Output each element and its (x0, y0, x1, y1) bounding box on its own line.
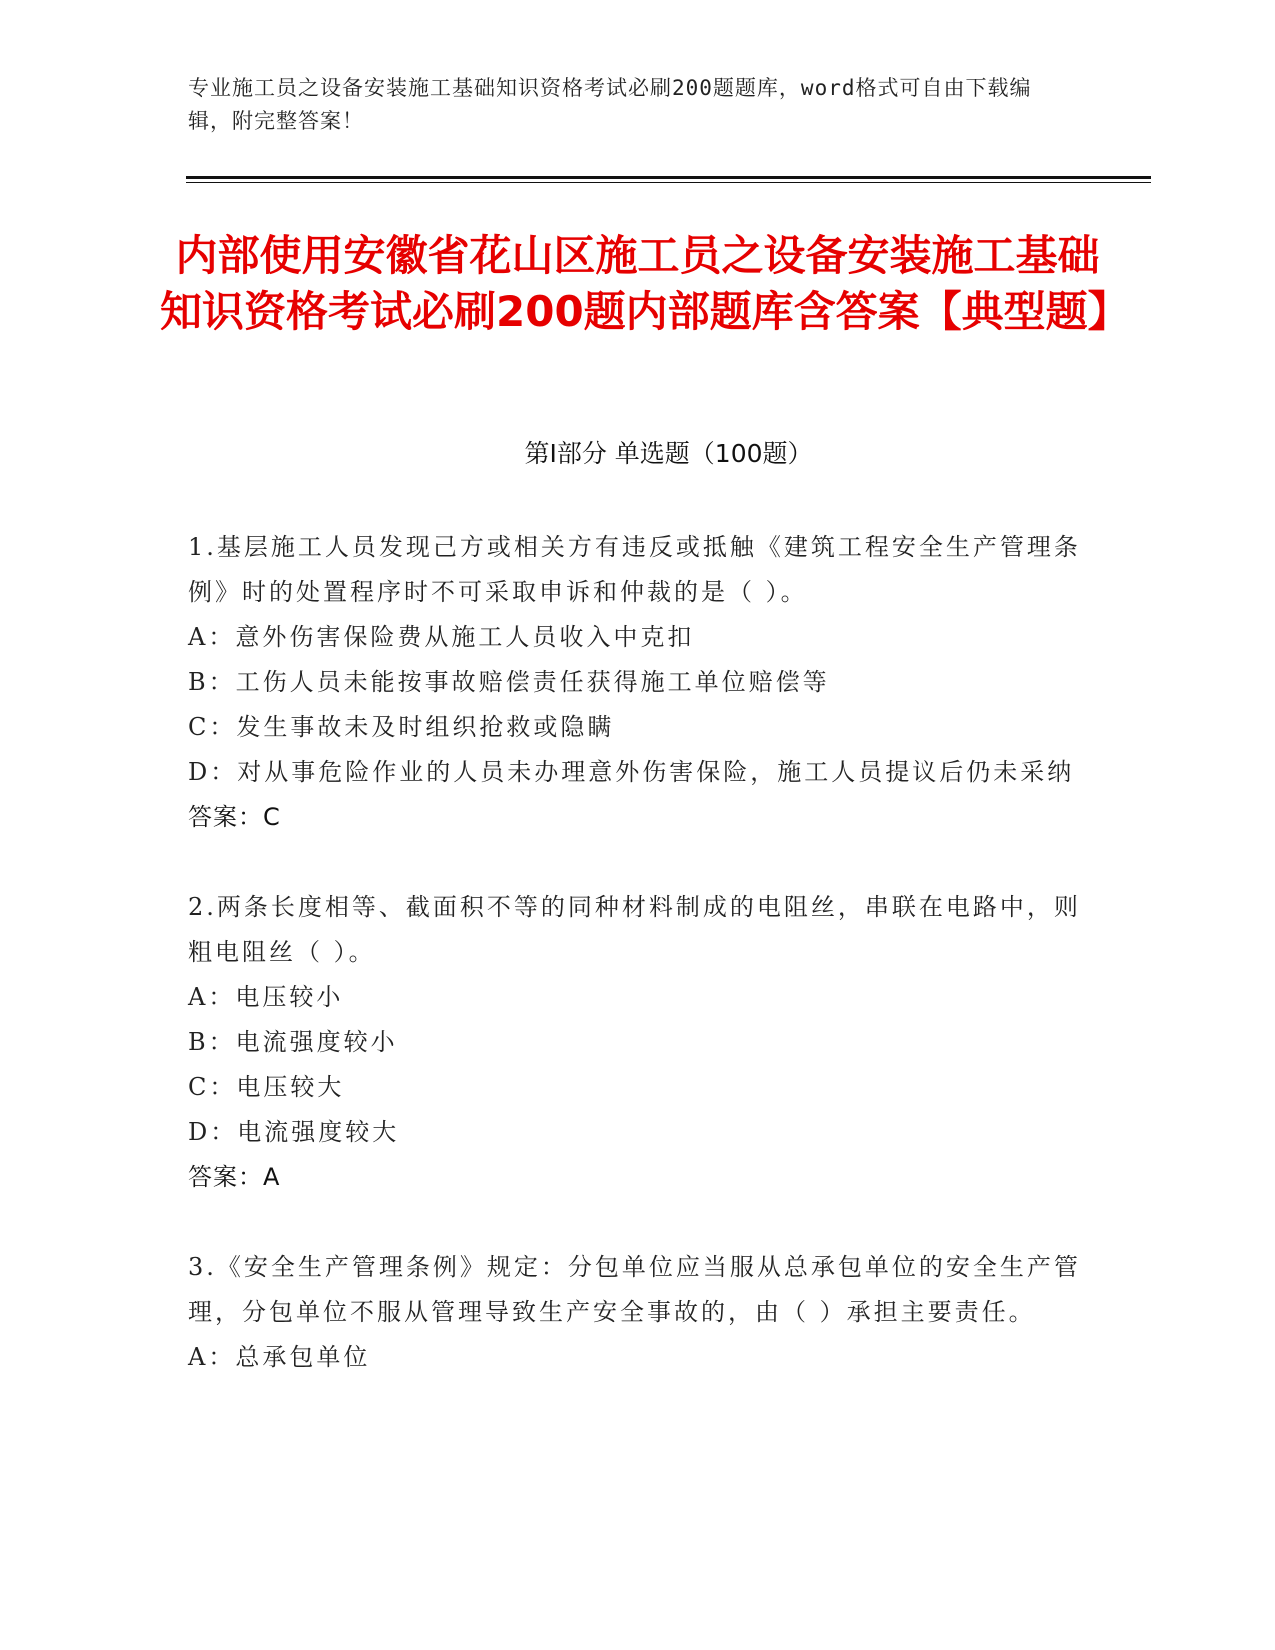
question-3 (188, 1245, 1088, 1380)
question-1 (188, 525, 1088, 840)
option-a: A：意外伤害保险费从施工人员收入中克扣 (188, 623, 695, 651)
header-rule-thin (186, 182, 1151, 183)
question-list (188, 525, 1088, 1425)
option-b: B：工伤人员未能按事故赔偿责任获得施工单位赔偿等 (188, 668, 830, 696)
question-text: 1.基层施工人员发现己方或相关方有违反或抵触《建筑工程安全生产管理条例》时的处置程序时不可采取申诉和仲裁的是（ ）。 (188, 533, 1081, 606)
option-d: D：对从事危险作业的人员未办理意外伤害保险，施工人员提议后仍未采纳 (188, 758, 1075, 786)
section-title: 第Ⅰ部分 单选题（100题） (524, 439, 813, 468)
option-b: B：电流强度较小 (188, 1028, 398, 1056)
header-rule-thick (186, 176, 1151, 179)
answer: 答案：A (188, 1163, 281, 1191)
option-a: A：总承包单位 (188, 1343, 371, 1371)
question-text: 2.两条长度相等、截面积不等的同种材料制成的电阻丝，串联在电路中，则粗电阻丝（ ）。 (188, 893, 1081, 966)
answer: 答案：C (188, 803, 281, 831)
question-2 (188, 885, 1088, 1200)
option-c: C：电压较大 (188, 1073, 345, 1101)
document-title: 内部使用安徽省花山区施工员之设备安装施工基础知识资格考试必刷200题内部题库含答案【典型题】 (160, 231, 1130, 336)
option-c: C：发生事故未及时组织抢救或隐瞒 (188, 713, 615, 741)
header-note: 专业施工员之设备安装施工基础知识资格考试必刷200题题库，word格式可自由下载编辑，附完整答案！ (188, 76, 1032, 133)
option-d: D：电流强度较大 (188, 1118, 400, 1146)
option-a: A：电压较小 (188, 983, 344, 1011)
question-text: 3.《安全生产管理条例》规定：分包单位应当服从总承包单位的安全生产管理，分包单位不服从管理导致生产安全事故的，由（ ）承担主要责任。 (188, 1253, 1081, 1326)
